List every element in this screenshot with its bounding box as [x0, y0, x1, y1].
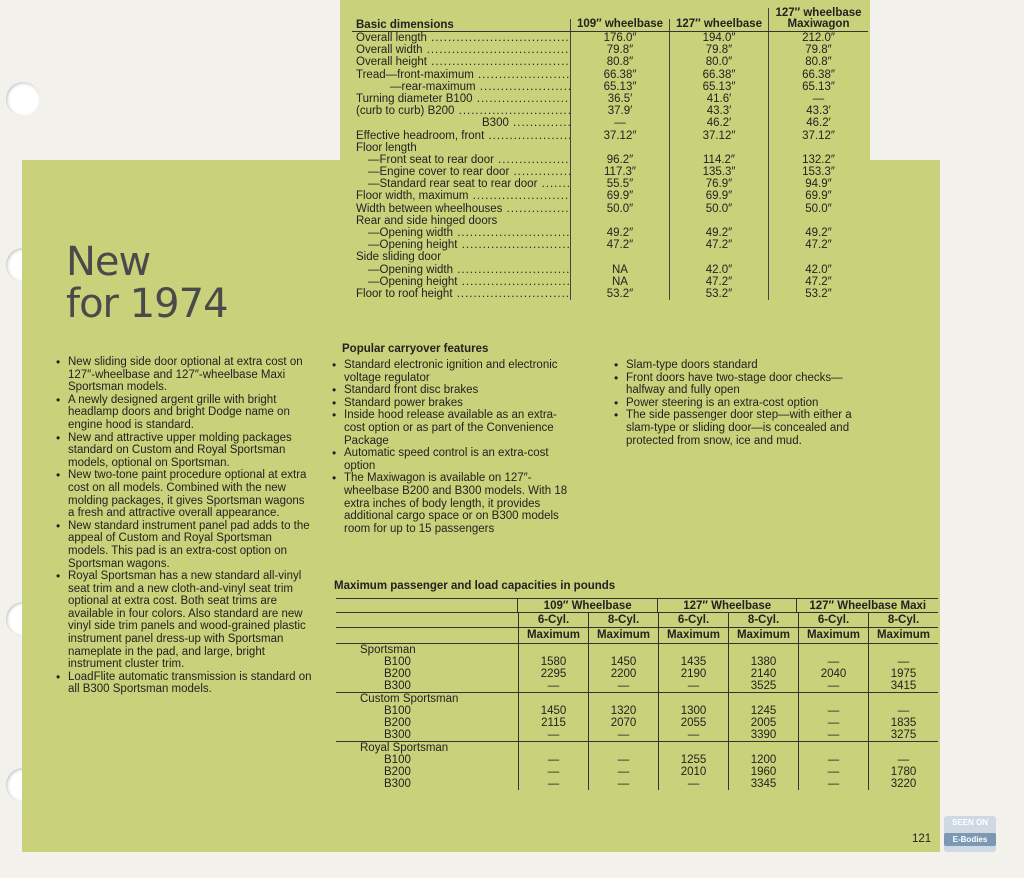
capacity-value: — — [518, 766, 588, 778]
capacity-value: 2010 — [658, 766, 728, 778]
model-name: B200 — [384, 717, 411, 729]
dimension-value — [669, 215, 768, 227]
capacities-max-header — [336, 628, 938, 644]
dimensions-row — [352, 251, 868, 263]
capacity-value: — — [518, 778, 588, 790]
capacity-value: — — [588, 778, 658, 790]
dimension-value: 49.2″ — [669, 227, 768, 239]
carryover-item: • Front doors have two-stage door checks—halfway and fully open — [612, 372, 862, 397]
dimension-value: 114.2″ — [669, 154, 768, 166]
dimensions-row — [352, 154, 868, 166]
model-name: B100 — [384, 705, 411, 717]
dimension-value: 47.2″ — [669, 239, 768, 251]
dimension-label: —rear-maximum ..... — [352, 81, 570, 93]
capacity-value: — — [588, 754, 658, 766]
dimension-value: 50.0″ — [768, 203, 868, 215]
dimension-value: 212.0″ — [768, 32, 868, 44]
dimension-value: NA — [570, 276, 669, 288]
dimension-value: 66.38″ — [669, 69, 768, 81]
model-name: B200 — [384, 766, 411, 778]
capacity-row — [336, 778, 938, 790]
dimension-value: 132.2″ — [768, 154, 868, 166]
dimension-value: 55.5″ — [570, 178, 669, 190]
stamp-line1: SEEN ON — [951, 818, 988, 827]
dimension-label: Floor to roof height ..... — [352, 288, 570, 300]
carryover-item: • The Maxiwagon is available on 127″-wheelbase B200 and B300 models. With 18 extra inches of body length, it provides additional cargo space or on B300 models room for up to 15 passengers — [330, 472, 570, 535]
new-features-list — [54, 356, 314, 696]
cyl-header: 6-Cyl. — [518, 613, 588, 627]
dimension-value: 37.12″ — [570, 130, 669, 142]
capacity-value: 3345 — [728, 778, 798, 790]
dimension-value: 47.2″ — [768, 276, 868, 288]
capacity-value: 1960 — [728, 766, 798, 778]
dimension-value: 79.8″ — [570, 44, 669, 56]
capacity-row — [336, 766, 938, 778]
capacity-section-row — [336, 741, 938, 754]
capacity-row — [336, 705, 938, 717]
dimension-value: NA — [570, 264, 669, 276]
cyl-header: 8-Cyl. — [868, 613, 938, 627]
dimension-value — [570, 251, 669, 263]
capacity-empty-cell — [518, 644, 588, 656]
dimension-value: 50.0″ — [570, 203, 669, 215]
dimension-label-cell — [352, 130, 570, 142]
feature-item: • Royal Sportsman has a new standard all-vinyl seat trim and a new cloth-and-vinyl seat trim optional at extra cost. Both seat trims are available in four colors. Also standard are new vinyl side trim panels and wood-grained plastic instrument panel dress-up with Sportsman nameplate in the pad, and large, bright instrument cluster trim. — [54, 570, 314, 671]
dimension-label-cell — [352, 105, 570, 117]
capacity-value: — — [868, 656, 938, 668]
section-name: Royal Sportsman — [360, 742, 449, 754]
capacity-value: 3415 — [868, 680, 938, 692]
dimensions-header-col2: 127″ wheelbase — [669, 19, 768, 31]
dimensions-header-col3-line2: Maxiwagon — [787, 18, 850, 30]
maximum-header: Maximum — [728, 628, 798, 643]
dimensions-row — [352, 56, 868, 68]
dimension-value: 65.13″ — [570, 81, 669, 93]
dimension-value: 69.9″ — [669, 190, 768, 202]
maximum-header: Maximum — [798, 628, 868, 643]
dimension-value: 80.0″ — [669, 56, 768, 68]
basic-dimensions-table — [352, 6, 868, 300]
dimension-label-cell — [352, 93, 570, 105]
dimension-value: 79.8″ — [669, 44, 768, 56]
model-name: B200 — [384, 668, 411, 680]
capacity-value: — — [588, 766, 658, 778]
capacity-value: — — [658, 778, 728, 790]
dimension-label: Rear and side hinged doors — [356, 214, 498, 227]
dimension-label-cell — [352, 288, 570, 300]
dimensions-row — [352, 44, 868, 56]
capacity-value: 2040 — [798, 668, 868, 680]
capacity-value: 1780 — [868, 766, 938, 778]
capacity-row — [336, 717, 938, 729]
dimension-label: B300 ..... — [352, 117, 570, 129]
carryover-item: • Automatic speed control is an extra-cost option — [330, 447, 570, 472]
capacity-row — [336, 754, 938, 766]
maximum-header: Maximum — [588, 628, 658, 643]
capacity-row — [336, 668, 938, 680]
dimension-value — [768, 142, 868, 154]
dimension-value: 37.9′ — [570, 105, 669, 117]
dimension-value: 94.9″ — [768, 178, 868, 190]
capacity-value: 1450 — [588, 656, 658, 668]
capacities-cyl-header — [336, 613, 938, 628]
title-line2: for 1974 — [66, 281, 228, 327]
dimension-value: 153.3″ — [768, 166, 868, 178]
dimensions-header-col3 — [768, 8, 868, 31]
dimension-value: 53.2″ — [669, 288, 768, 300]
capacity-empty-cell — [658, 693, 728, 705]
dimension-value: 43.3′ — [768, 105, 868, 117]
dimension-label-cell — [352, 264, 570, 276]
capacity-value: — — [798, 656, 868, 668]
cyl-header: 8-Cyl. — [728, 613, 798, 627]
dimension-label-cell — [352, 32, 570, 44]
dimension-value: 69.9″ — [768, 190, 868, 202]
capacities-body — [336, 644, 938, 790]
capacity-empty-cell — [798, 693, 868, 705]
dimension-value: 46.2′ — [669, 117, 768, 129]
stamp-line2: E-Bodies — [944, 833, 996, 846]
capacity-value: 2070 — [588, 717, 658, 729]
capacity-empty-cell — [588, 742, 658, 754]
capacity-value: — — [588, 680, 658, 692]
dimension-value — [570, 215, 669, 227]
dimension-value — [570, 142, 669, 154]
capacity-value: 1975 — [868, 668, 938, 680]
capacity-value: 3275 — [868, 729, 938, 741]
model-name: B300 — [384, 680, 411, 692]
dimension-value: 79.8″ — [768, 44, 868, 56]
dimensions-row — [352, 130, 868, 142]
dimension-label-cell — [352, 190, 570, 202]
dimension-value: 53.2″ — [570, 288, 669, 300]
capacity-empty-cell — [798, 742, 868, 754]
dimensions-row — [352, 264, 868, 276]
title-line1: New — [66, 239, 151, 285]
capacity-value: 3220 — [868, 778, 938, 790]
dimension-value: 66.38″ — [768, 69, 868, 81]
dimension-value: 176.0″ — [570, 32, 669, 44]
dimensions-row — [352, 81, 868, 93]
dimension-value — [768, 251, 868, 263]
dimension-value: 47.2″ — [768, 239, 868, 251]
model-name: B100 — [384, 656, 411, 668]
dimension-value: 69.9″ — [570, 190, 669, 202]
capacity-row — [336, 729, 938, 741]
carryover-item: • Standard electronic ignition and electronic voltage regulator — [330, 359, 570, 384]
capacity-value: 1200 — [728, 754, 798, 766]
dimension-label: —Opening height ..... — [352, 276, 570, 288]
model-name: B100 — [384, 754, 411, 766]
dimension-value: — — [570, 117, 669, 129]
dimension-value: 80.8″ — [768, 56, 868, 68]
dimension-label-cell — [352, 117, 570, 129]
capacity-value: — — [518, 754, 588, 766]
dimension-value: 42.0″ — [768, 264, 868, 276]
dimensions-row — [352, 69, 868, 81]
dimension-label: (curb to curb) B200 ..... — [352, 105, 570, 117]
dimension-value: 42.0″ — [669, 264, 768, 276]
capacity-value: 2190 — [658, 668, 728, 680]
capacity-value: 2115 — [518, 717, 588, 729]
carryover-item: • Power steering is an extra-cost option — [612, 397, 862, 410]
feature-item: • LoadFlite automatic transmission is standard on all B300 Sportsman models. — [54, 671, 314, 696]
dimension-value: 37.12″ — [768, 130, 868, 142]
dimension-value: 43.3′ — [669, 105, 768, 117]
maximum-header: Maximum — [518, 628, 588, 643]
capacity-value: — — [868, 705, 938, 717]
capacity-value: — — [518, 680, 588, 692]
dimension-label: —Engine cover to rear door ..... — [352, 166, 570, 178]
dimension-value: 76.9″ — [669, 178, 768, 190]
feature-item: • New two-tone paint procedure optional at extra cost on all models. Combined with the new molding packages, it gives Sportsman wagons a fresh and attractive overall appearance. — [54, 469, 314, 519]
dimensions-row — [352, 227, 868, 239]
carryover-list-left — [330, 359, 570, 535]
dimension-label: Width between wheelhouses ..... — [352, 203, 570, 215]
capacity-empty-cell — [868, 644, 938, 656]
carryover-item: • Slam-type doors standard — [612, 359, 862, 372]
dimensions-row — [352, 105, 868, 117]
dimension-label-cell — [352, 142, 570, 154]
dimension-value: 47.2″ — [669, 276, 768, 288]
capacity-empty-cell — [658, 644, 728, 656]
dimension-value — [669, 251, 768, 263]
dimensions-row — [352, 142, 868, 154]
dimensions-row — [352, 288, 868, 300]
model-name: B300 — [384, 729, 411, 741]
dimensions-row — [352, 93, 868, 105]
capacity-value: — — [798, 754, 868, 766]
dimension-value: 66.38″ — [570, 69, 669, 81]
capacity-empty-cell — [658, 742, 728, 754]
capacity-value: — — [798, 766, 868, 778]
dimension-value: 41.6′ — [669, 93, 768, 105]
dimension-label-cell — [352, 154, 570, 166]
dimension-value: 46.2′ — [768, 117, 868, 129]
capacity-section-row — [336, 692, 938, 705]
capacity-value: — — [868, 754, 938, 766]
carryover-heading: Popular carryover features — [342, 343, 489, 355]
dimension-label: Tread—front-maximum ..... — [352, 69, 570, 81]
feature-item: • New sliding side door optional at extra cost on 127″-wheelbase and 127″-wheelbase Maxi Sportsman models. — [54, 356, 314, 394]
capacity-value: 1255 — [658, 754, 728, 766]
capacity-value: — — [658, 680, 728, 692]
capacity-value: — — [518, 729, 588, 741]
dimensions-header-label: Basic dimensions — [356, 18, 454, 31]
dimension-label-cell — [352, 69, 570, 81]
capacity-value: 2200 — [588, 668, 658, 680]
capacity-value: 2295 — [518, 668, 588, 680]
dimension-label-cell — [352, 215, 570, 227]
page-title — [66, 240, 228, 326]
dimension-value: 65.13″ — [669, 81, 768, 93]
dimension-value: 37.12″ — [669, 130, 768, 142]
dimensions-row — [352, 239, 868, 251]
cyl-header: 8-Cyl. — [588, 613, 658, 627]
dimension-label-cell — [352, 56, 570, 68]
cyl-header: 6-Cyl. — [658, 613, 728, 627]
dimensions-header-col1: 109″ wheelbase — [570, 19, 669, 31]
capacity-value: — — [798, 729, 868, 741]
dimension-label-cell — [352, 239, 570, 251]
capacity-value: — — [798, 717, 868, 729]
maximum-header: Maximum — [868, 628, 938, 643]
dimension-label: Floor length — [356, 141, 417, 154]
feature-item: • New standard instrument panel pad adds to the appeal of Custom and Royal Sportsman models. This pad is an extra-cost option on Sportsman wagons. — [54, 520, 314, 570]
page-number: 121 — [912, 833, 932, 845]
capacity-value: — — [588, 729, 658, 741]
dimension-value: 36.5′ — [570, 93, 669, 105]
capacity-row — [336, 656, 938, 668]
capacity-value: 1580 — [518, 656, 588, 668]
capacity-value: 2140 — [728, 668, 798, 680]
dimension-value — [768, 215, 868, 227]
capacity-value: 1435 — [658, 656, 728, 668]
capacity-empty-cell — [728, 742, 798, 754]
dimension-value: 50.0″ — [669, 203, 768, 215]
dimensions-row — [352, 117, 868, 129]
dimension-value: 96.2″ — [570, 154, 669, 166]
dimensions-row — [352, 276, 868, 288]
model-name: B300 — [384, 778, 411, 790]
dimension-label-cell — [352, 227, 570, 239]
dimension-label-cell — [352, 276, 570, 288]
dimension-label-cell — [352, 81, 570, 93]
carryover-item: • Inside hood release available as an extra-cost option or as part of the Convenience Package — [330, 409, 570, 447]
dimension-value: 47.2″ — [570, 239, 669, 251]
dimension-value — [669, 142, 768, 154]
capacity-section-row — [336, 644, 938, 656]
capacities-table — [336, 598, 938, 790]
capacity-empty-cell — [868, 742, 938, 754]
cyl-header: 6-Cyl. — [798, 613, 868, 627]
dimensions-header-col3-line1: 127″ wheelbase — [775, 7, 862, 19]
maximum-header: Maximum — [658, 628, 728, 643]
dimension-label: —Standard rear seat to rear door ..... — [352, 178, 570, 190]
dimensions-row — [352, 32, 868, 44]
dimension-label-cell — [352, 44, 570, 56]
section-name: Sportsman — [360, 644, 416, 656]
capacity-empty-cell — [798, 644, 868, 656]
dimension-value: 65.13″ — [768, 81, 868, 93]
dimensions-row — [352, 190, 868, 202]
group-header: 127″ Wheelbase Maxi — [796, 599, 938, 612]
capacity-empty-cell — [518, 693, 588, 705]
carryover-item: • The side passenger door step—with either a slam-type or sliding door—is concealed and protected from snow, ice and mud. — [612, 409, 862, 447]
capacity-row — [336, 680, 938, 692]
feature-item: • A newly designed argent grille with bright headlamp doors and bright Dodge name on engine hood is standard. — [54, 394, 314, 432]
dimension-label: Side sliding door — [356, 251, 442, 264]
dimension-label-cell — [352, 166, 570, 178]
carryover-item: • Standard front disc brakes — [330, 384, 570, 397]
dimensions-row — [352, 166, 868, 178]
feature-item: • New and attractive upper molding packages standard on Custom and Royal Sportsman models, optional on Sportsman. — [54, 432, 314, 470]
group-header: 127″ Wheelbase — [657, 599, 797, 612]
capacity-value: 3525 — [728, 680, 798, 692]
dimension-label: Overall length ..... — [352, 32, 570, 44]
capacity-empty-cell — [868, 693, 938, 705]
capacity-empty-cell — [518, 742, 588, 754]
dimension-label-cell — [352, 251, 570, 263]
dimension-label: Overall width ..... — [352, 44, 570, 56]
capacity-value: — — [798, 778, 868, 790]
capacity-value: — — [658, 729, 728, 741]
capacities-heading: Maximum passenger and load capacities in pounds — [334, 580, 616, 592]
dimension-label: Turning diameter B100 ..... — [352, 93, 570, 105]
capacity-value: 1450 — [518, 705, 588, 717]
binder-hole-1 — [6, 82, 40, 116]
carryover-item: • Standard power brakes — [330, 397, 570, 410]
capacity-value: 2005 — [728, 717, 798, 729]
dimensions-body — [352, 32, 868, 300]
capacity-value: — — [798, 680, 868, 692]
section-name: Custom Sportsman — [360, 693, 459, 705]
capacity-value: 3390 — [728, 729, 798, 741]
capacity-empty-cell — [588, 693, 658, 705]
dimensions-header — [352, 6, 868, 32]
capacity-value: 1835 — [868, 717, 938, 729]
dimensions-row — [352, 203, 868, 215]
dimension-value: 53.2″ — [768, 288, 868, 300]
dimension-value: 135.3″ — [669, 166, 768, 178]
capacity-value: 1300 — [658, 705, 728, 717]
dimension-value: — — [768, 93, 868, 105]
dimension-label: —Opening height ..... — [352, 239, 570, 251]
dimension-label-cell — [352, 178, 570, 190]
dimension-value: 117.3″ — [570, 166, 669, 178]
capacity-empty-cell — [728, 644, 798, 656]
dimension-label-cell — [352, 203, 570, 215]
dimensions-row — [352, 178, 868, 190]
capacity-value: 1245 — [728, 705, 798, 717]
dimension-label: —Opening width ..... — [352, 227, 570, 239]
dimension-label: Effective headroom, front ..... — [352, 130, 570, 142]
dimension-value: 80.8″ — [570, 56, 669, 68]
capacity-value: 1380 — [728, 656, 798, 668]
dimension-label: Overall height ..... — [352, 56, 570, 68]
group-header: 109″ Wheelbase — [517, 599, 657, 612]
capacity-value: — — [798, 705, 868, 717]
capacities-group-header — [336, 598, 938, 613]
seen-on-stamp — [944, 816, 996, 852]
dimension-value: 49.2″ — [570, 227, 669, 239]
carryover-list-right — [612, 359, 862, 447]
dimension-value: 194.0″ — [669, 32, 768, 44]
dimension-value: 49.2″ — [768, 227, 868, 239]
capacity-empty-cell — [588, 644, 658, 656]
dimension-label: Floor width, maximum ..... — [352, 190, 570, 202]
dimension-label: —Opening width ..... — [352, 264, 570, 276]
dimensions-row — [352, 215, 868, 227]
capacity-value: 1320 — [588, 705, 658, 717]
capacity-value: 2055 — [658, 717, 728, 729]
capacity-empty-cell — [728, 693, 798, 705]
dimension-label: —Front seat to rear door ..... — [352, 154, 570, 166]
